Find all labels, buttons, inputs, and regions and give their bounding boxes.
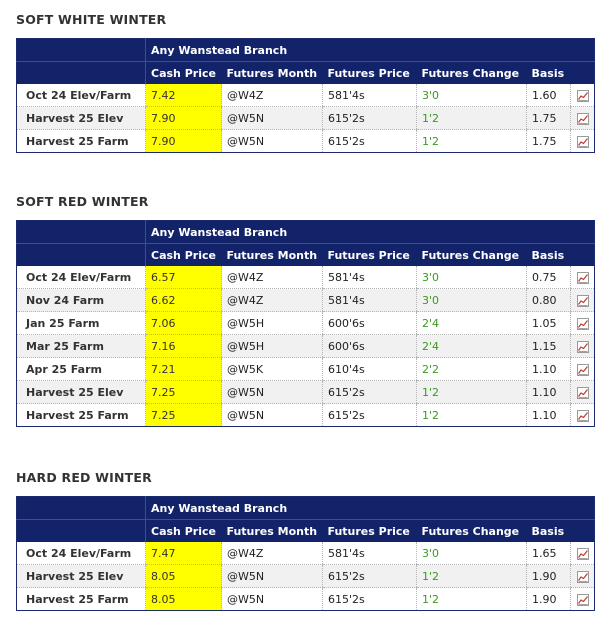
chart-icon[interactable] (577, 136, 589, 148)
futures-price-cell: 615'2s (323, 130, 417, 153)
basis-cell: 1.10 (527, 404, 571, 427)
basis-header: Basis (527, 62, 571, 85)
cash-price-cell: 7.16 (146, 335, 222, 358)
futures-month-cell: @W5H (222, 335, 323, 358)
cash-price-cell: 7.90 (146, 107, 222, 130)
table-row (17, 289, 595, 312)
futures-price-cell: 615'2s (323, 107, 417, 130)
chart-icon[interactable] (577, 295, 589, 307)
chart-icon[interactable] (577, 387, 589, 399)
price-table (16, 496, 595, 611)
header-blank (571, 62, 595, 85)
basis-cell: 1.90 (527, 565, 571, 588)
table-row (17, 358, 595, 381)
futures-month-cell: @W5N (222, 107, 323, 130)
location-cell: Oct 24 Elev/Farm (17, 84, 146, 107)
location-cell: Harvest 25 Elev (17, 565, 146, 588)
basis-cell: 0.75 (527, 266, 571, 289)
chart-icon-cell[interactable] (571, 130, 595, 153)
futures-price-cell: 615'2s (323, 404, 417, 427)
futures-price-cell: 581'4s (323, 289, 417, 312)
header-blank (17, 221, 146, 244)
branch-header: Any Wanstead Branch (146, 39, 595, 62)
price-table (16, 220, 595, 427)
futures-month-header: Futures Month (222, 244, 323, 267)
location-cell: Jan 25 Farm (17, 312, 146, 335)
futures-month-cell: @W4Z (222, 542, 323, 565)
section-title: SOFT RED WINTER (16, 194, 149, 209)
basis-header: Basis (527, 520, 571, 543)
header-blank (17, 39, 146, 62)
futures-price-cell: 581'4s (323, 542, 417, 565)
futures-change-cell: 3'0 (417, 84, 527, 107)
chart-icon-cell[interactable] (571, 335, 595, 358)
futures-change-cell: 2'4 (417, 335, 527, 358)
cash-price-cell: 7.42 (146, 84, 222, 107)
cash-price-cell: 7.25 (146, 381, 222, 404)
futures-change-header: Futures Change (417, 62, 527, 85)
location-cell: Harvest 25 Elev (17, 107, 146, 130)
chart-icon[interactable] (577, 90, 589, 102)
futures-change-cell: 1'2 (417, 130, 527, 153)
cash-price-header: Cash Price (146, 244, 222, 267)
basis-cell: 1.15 (527, 335, 571, 358)
chart-icon-cell[interactable] (571, 312, 595, 335)
table-row (17, 266, 595, 289)
futures-month-cell: @W5H (222, 312, 323, 335)
basis-cell: 1.75 (527, 107, 571, 130)
futures-change-header: Futures Change (417, 244, 527, 267)
table-row (17, 542, 595, 565)
chart-icon-cell[interactable] (571, 565, 595, 588)
futures-month-cell: @W4Z (222, 266, 323, 289)
chart-icon[interactable] (577, 594, 589, 606)
futures-price-cell: 581'4s (323, 266, 417, 289)
basis-cell: 1.10 (527, 381, 571, 404)
futures-price-cell: 615'2s (323, 381, 417, 404)
table-row (17, 84, 595, 107)
cash-price-header: Cash Price (146, 62, 222, 85)
futures-change-cell: 3'0 (417, 266, 527, 289)
futures-price-cell: 615'2s (323, 588, 417, 611)
futures-change-cell: 3'0 (417, 289, 527, 312)
grain-section-soft-red-winter (16, 194, 594, 427)
cash-price-cell: 6.57 (146, 266, 222, 289)
cash-price-cell: 7.06 (146, 312, 222, 335)
futures-month-cell: @W4Z (222, 289, 323, 312)
futures-change-cell: 2'2 (417, 358, 527, 381)
basis-cell: 1.75 (527, 130, 571, 153)
header-blank (17, 62, 146, 85)
table-row (17, 130, 595, 153)
futures-change-cell: 1'2 (417, 107, 527, 130)
branch-header: Any Wanstead Branch (146, 221, 595, 244)
futures-month-cell: @W5N (222, 588, 323, 611)
futures-month-header: Futures Month (222, 520, 323, 543)
basis-header: Basis (527, 244, 571, 267)
header-blank (571, 520, 595, 543)
futures-price-cell: 610'4s (323, 358, 417, 381)
branch-header: Any Wanstead Branch (146, 497, 595, 520)
chart-icon[interactable] (577, 571, 589, 583)
futures-change-cell: 1'2 (417, 404, 527, 427)
futures-price-header: Futures Price (323, 62, 417, 85)
futures-price-cell: 600'6s (323, 335, 417, 358)
basis-cell: 1.10 (527, 358, 571, 381)
location-cell: Harvest 25 Elev (17, 381, 146, 404)
section-title: HARD RED WINTER (16, 470, 152, 485)
grain-section-hard-red-winter (16, 470, 594, 611)
table-row (17, 565, 595, 588)
cash-price-header: Cash Price (146, 520, 222, 543)
chart-icon-cell[interactable] (571, 289, 595, 312)
futures-month-cell: @W4Z (222, 84, 323, 107)
chart-icon[interactable] (577, 113, 589, 125)
futures-month-cell: @W5K (222, 358, 323, 381)
chart-icon-cell[interactable] (571, 404, 595, 427)
chart-icon[interactable] (577, 318, 589, 330)
chart-icon-cell[interactable] (571, 381, 595, 404)
cash-price-cell: 6.62 (146, 289, 222, 312)
table-row (17, 312, 595, 335)
futures-price-cell: 581'4s (323, 84, 417, 107)
chart-icon-cell[interactable] (571, 107, 595, 130)
location-cell: Nov 24 Farm (17, 289, 146, 312)
cash-price-cell: 8.05 (146, 565, 222, 588)
chart-icon-cell[interactable] (571, 358, 595, 381)
futures-month-cell: @W5N (222, 565, 323, 588)
header-blank (17, 244, 146, 267)
cash-price-cell: 7.47 (146, 542, 222, 565)
futures-month-header: Futures Month (222, 62, 323, 85)
futures-change-cell: 3'0 (417, 542, 527, 565)
futures-month-cell: @W5N (222, 381, 323, 404)
header-blank (17, 497, 146, 520)
location-cell: Harvest 25 Farm (17, 404, 146, 427)
futures-change-cell: 1'2 (417, 588, 527, 611)
chart-icon-cell[interactable] (571, 588, 595, 611)
chart-icon[interactable] (577, 272, 589, 284)
location-cell: Apr 25 Farm (17, 358, 146, 381)
chart-icon[interactable] (577, 341, 589, 353)
table-row (17, 381, 595, 404)
table-row (17, 404, 595, 427)
header-blank (571, 244, 595, 267)
location-cell: Harvest 25 Farm (17, 588, 146, 611)
table-row (17, 588, 595, 611)
futures-month-cell: @W5N (222, 404, 323, 427)
location-cell: Oct 24 Elev/Farm (17, 266, 146, 289)
location-cell: Oct 24 Elev/Farm (17, 542, 146, 565)
basis-cell: 1.05 (527, 312, 571, 335)
futures-price-header: Futures Price (323, 520, 417, 543)
chart-icon-cell[interactable] (571, 266, 595, 289)
chart-icon[interactable] (577, 410, 589, 422)
section-title: SOFT WHITE WINTER (16, 12, 167, 27)
grain-section-soft-white-winter (16, 12, 594, 153)
cash-price-cell: 7.90 (146, 130, 222, 153)
chart-icon-cell[interactable] (571, 84, 595, 107)
table-row (17, 107, 595, 130)
basis-cell: 1.60 (527, 84, 571, 107)
table-row (17, 335, 595, 358)
basis-cell: 1.90 (527, 588, 571, 611)
futures-price-cell: 600'6s (323, 312, 417, 335)
cash-price-cell: 7.21 (146, 358, 222, 381)
location-cell: Harvest 25 Farm (17, 130, 146, 153)
futures-price-cell: 615'2s (323, 565, 417, 588)
futures-change-cell: 1'2 (417, 565, 527, 588)
chart-icon-cell[interactable] (571, 542, 595, 565)
header-blank (17, 520, 146, 543)
futures-change-cell: 1'2 (417, 381, 527, 404)
price-table (16, 38, 595, 153)
chart-icon[interactable] (577, 364, 589, 376)
futures-change-cell: 2'4 (417, 312, 527, 335)
futures-change-header: Futures Change (417, 520, 527, 543)
futures-price-header: Futures Price (323, 244, 417, 267)
cash-price-cell: 7.25 (146, 404, 222, 427)
cash-price-cell: 8.05 (146, 588, 222, 611)
chart-icon[interactable] (577, 548, 589, 560)
location-cell: Mar 25 Farm (17, 335, 146, 358)
futures-month-cell: @W5N (222, 130, 323, 153)
basis-cell: 0.80 (527, 289, 571, 312)
basis-cell: 1.65 (527, 542, 571, 565)
